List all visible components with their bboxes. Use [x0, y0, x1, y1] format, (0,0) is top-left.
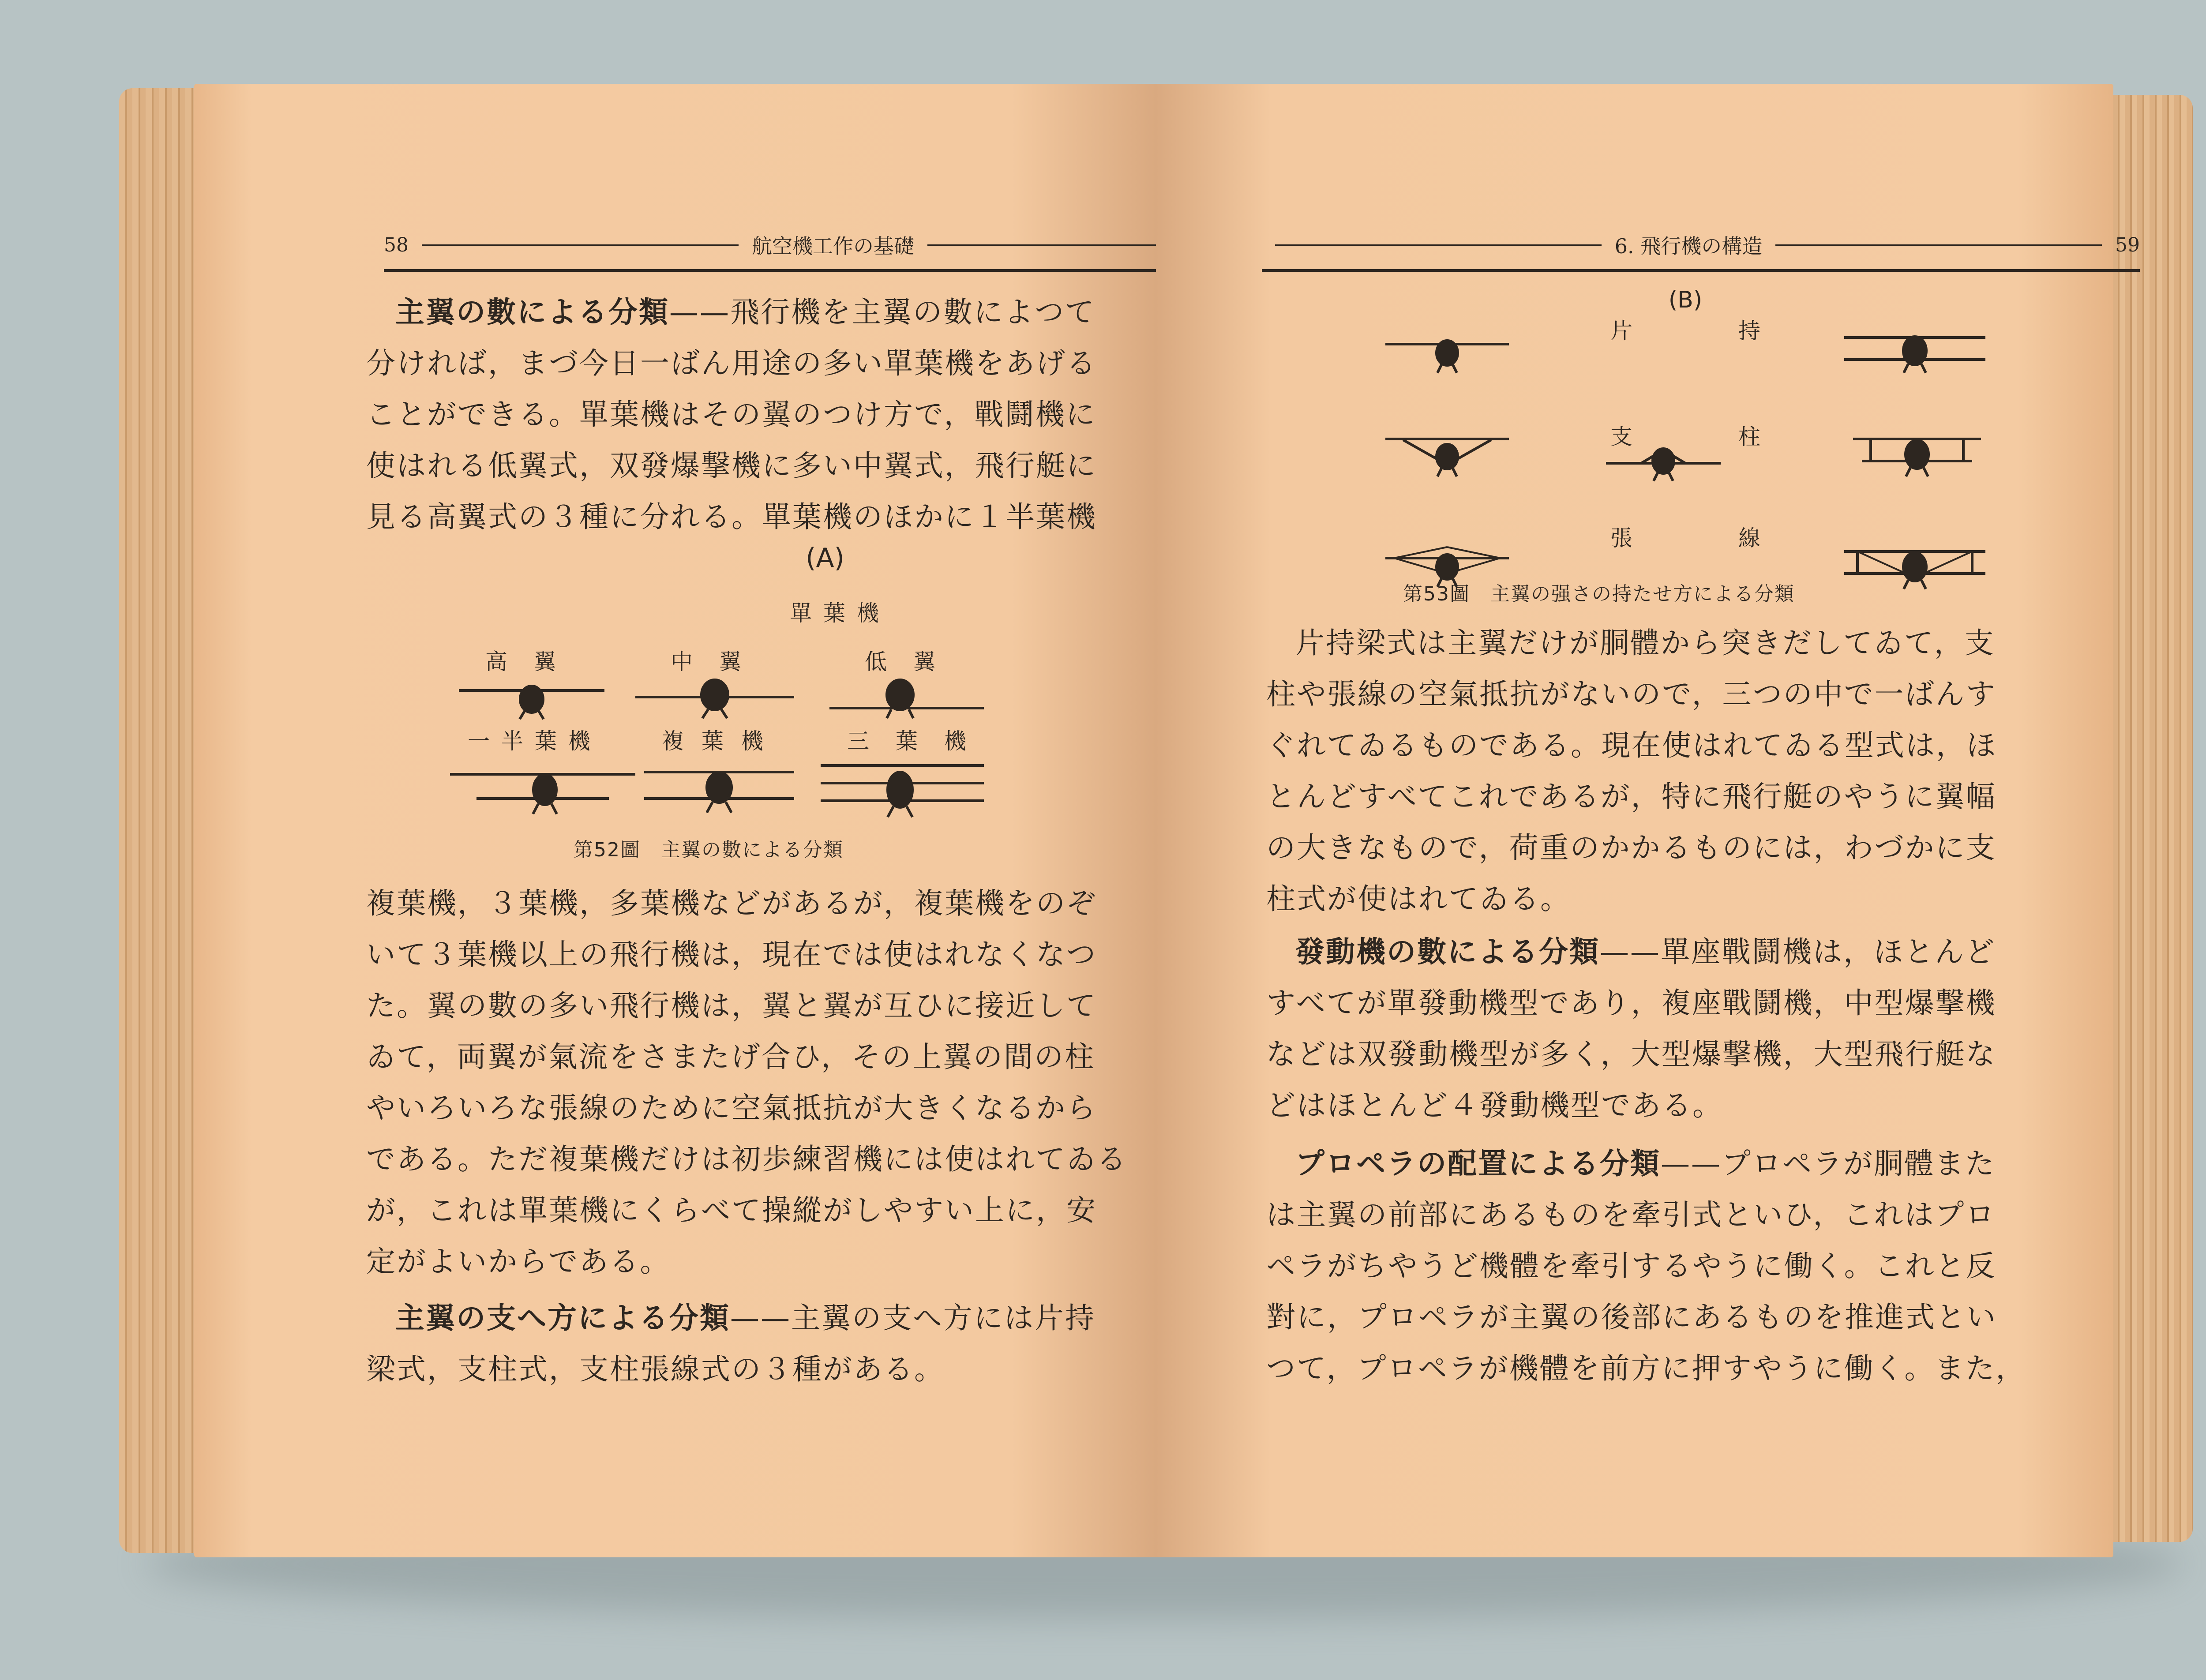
heading-wing-count: 主翼の數による分類 [395, 295, 669, 329]
right-para-1: 片持梁式は主翼だけが胴體から突きだしてゐて，支 柱や張線の空氣抵抗がないので，三つの中で一ばんす ぐれてゐるものである。現在使はれてゐる型式は，ほ とんどすべてこれであるが，特に飛行艇のやうに翼幅 の大きなもので，荷重のかかるものには，わづかに支 柱式が使はれてゐる。 [1266, 626, 1997, 916]
figure-52-label-mid-wing: 中翼 [671, 649, 768, 675]
left-page-number: 58 [384, 233, 409, 256]
figure-53-label: (B) [1668, 287, 1703, 313]
low-wing-plane-icon [829, 680, 984, 718]
cantilever-monoplane-icon [1385, 341, 1509, 373]
figure-52-label-high-wing: 高翼 [485, 649, 582, 675]
heading-wing-support: 主翼の支へ方による分類 [395, 1301, 730, 1335]
strut-low-wing-icon [1606, 449, 1721, 481]
figure-53-label-cantilever-1: 片 [1610, 318, 1644, 344]
left-running-head: 航空機工作の基礎 [752, 234, 914, 258]
wire-braced-biplane-icon [1844, 551, 1985, 589]
figure-52-group-title: 單葉機 [790, 600, 890, 626]
figure-52-label-sesquiplane: 一半葉機 [468, 728, 602, 754]
strut-monoplane-icon [1385, 439, 1509, 476]
right-running-head: 6. 飛行機の構造 [1614, 234, 1763, 258]
figure-53-label-wire-1: 張 [1610, 525, 1644, 551]
left-page [194, 84, 1156, 1557]
figure-53-label-cantilever-2: 持 [1738, 318, 1772, 344]
heading-engine-count: 發動機の數による分類 [1295, 935, 1600, 969]
right-page-number: 59 [2115, 233, 2140, 256]
left-para-1: 主翼の數による分類——飛行機を主翼の數によつて 分ければ，まづ今日一ばん用途の多い單葉機をあげる ことができる。單葉機はその翼のつけ方で，戰鬪機に 使はれる低翼式，双發爆撃機に多い中翼式，飛行艇に 見る高翼式の３種に分れる。單葉機のほかに１半葉機 [366, 295, 1097, 534]
left-running-header [384, 221, 1257, 272]
cantilever-biplane-icon [1844, 337, 1985, 373]
figure-52-label-triplane: 三葉機 [847, 728, 993, 754]
right-running-header [1262, 221, 2140, 272]
figure-52-label-low-wing: 低翼 [865, 649, 962, 675]
biplane-icon [644, 772, 794, 813]
left-para-3: 主翼の支へ方による分類——主翼の支へ方には片持 梁式，支柱式，支柱張線式の３種がある。 [366, 1301, 1095, 1386]
figure-53-label-strut-1: 支 [1610, 424, 1644, 450]
triplane-icon [821, 765, 984, 817]
figure-53-label-wire-2: 線 [1738, 525, 1772, 551]
figure-52-caption: 第52圖 主翼の數による分類 [574, 839, 844, 861]
figure-52-label-biplane: 複葉機 [662, 728, 781, 754]
mid-wing-plane-icon [635, 680, 794, 718]
figure-52 [450, 543, 1200, 851]
figure-52-label: (A) [806, 543, 844, 574]
left-para-2: 複葉機，３葉機，多葉機などがあるが，複葉機をのぞ いて３葉機以上の飛行機は，現在では使はれなくなつ た。翼の數の多い飛行機は，翼と翼が互ひに接近して ゐて，両翼が氣流をさまたげ合ひ，その上翼の間の柱 やいろいろな張線のために空氣抵抗が大きくなるから である。ただ複葉機だけは初歩練習機には使はれてゐる が，これは單葉機にくらべて操縱がしやすい上に，安 定がよいからである。 [366, 886, 1127, 1279]
high-wing-plane-icon [459, 686, 604, 719]
figure-53-label-strut-2: 柱 [1738, 424, 1772, 450]
figure-52-drawings [450, 543, 1200, 851]
strut-biplane-icon [1853, 439, 1981, 476]
heading-propeller: プロペラの配置による分類 [1295, 1147, 1661, 1181]
figure-53-caption: 第53圖 主翼の强さの持たせ方による分類 [1403, 583, 1795, 605]
right-page [1156, 84, 2140, 1557]
right-para-2: 發動機の數による分類——單座戰鬪機は，ほとんど すべてが單發動機型であり，複座戰鬪機，中型爆撃機 などは双發動機型が多く，大型爆撃機，大型飛行艇な どはほとんど４發動機型である。 [1266, 935, 1996, 1122]
sesquiplane-icon [450, 774, 635, 814]
right-para-3: プロペラの配置による分類——プロペラが胴體また は主翼の前部にあるものを牽引式といひ，これはプロ ペラがちやうど機體を牽引するやうに働く。これと反 對に，プロペラが主翼の後部にあるものを推進式とい つて，プロペラが機體を前方に押すやうに働く。また， [1266, 1147, 2026, 1385]
